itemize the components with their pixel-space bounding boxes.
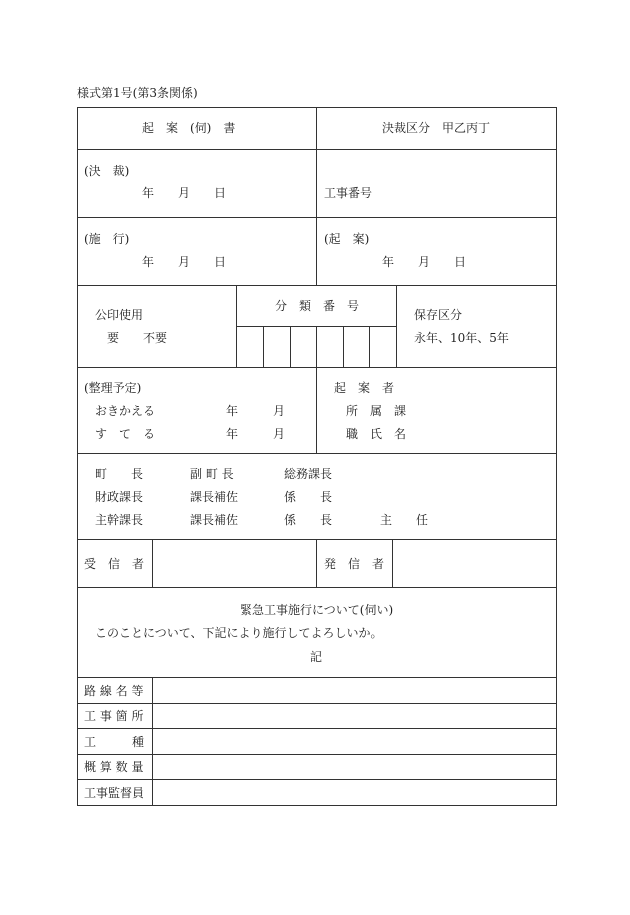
construction-number-label: 工事番号: [324, 186, 373, 200]
position-name-label: 職 氏 名: [346, 427, 407, 441]
classification-box-4[interactable]: [317, 327, 343, 367]
classification-box-1[interactable]: [237, 327, 263, 367]
replace-year: 年: [226, 404, 239, 418]
retention-label: 保存区分: [414, 308, 463, 322]
column-divider: [316, 367, 317, 453]
table-border-right: [556, 107, 557, 805]
enforcement-date: 年 月 日: [142, 255, 227, 269]
approver-deputy-mayor: 副 町 長: [190, 467, 234, 481]
do-label: す て る: [95, 427, 156, 441]
approver-finance-chief: 財政課長: [95, 490, 144, 504]
row-divider: [77, 367, 557, 368]
column-divider: [316, 107, 317, 285]
construction-location-label: 工 事 箇 所: [84, 709, 144, 723]
table-border-left: [77, 107, 78, 805]
row-divider: [77, 587, 557, 588]
replace-label: おきかえる: [95, 404, 156, 418]
do-month: 月: [273, 427, 286, 441]
sender-label: 発 信 者: [324, 557, 385, 571]
subject-body: このことについて、下記により施行してよろしいか。: [95, 626, 383, 640]
table-border-bottom: [77, 805, 557, 806]
row-divider: [77, 149, 557, 150]
approver-assistant-chief-2: 課長補佐: [190, 513, 239, 527]
construction-location-field[interactable]: [153, 704, 556, 728]
route-name-field[interactable]: [153, 678, 556, 703]
approver-supervisor: 主 任: [380, 513, 429, 527]
construction-type-field[interactable]: [153, 729, 556, 754]
classification-box-2[interactable]: [264, 327, 290, 367]
construction-supervisor-label: 工事監督員: [84, 786, 145, 800]
column-divider: [396, 285, 397, 367]
approver-lead-chief: 主幹課長: [95, 513, 144, 527]
seal-label: 公印使用: [95, 308, 144, 322]
estimated-quantity-field[interactable]: [153, 755, 556, 779]
approver-mayor: 町 長: [95, 467, 144, 481]
retention-options: 永年、10年、5年: [414, 331, 509, 345]
route-name-label: 路 線 名 等: [84, 684, 144, 698]
form-number: 様式第1号(第3条関係): [77, 86, 198, 100]
replace-month: 月: [273, 404, 286, 418]
decision-label: (決 裁): [84, 164, 130, 178]
decision-date: 年 月 日: [142, 186, 227, 200]
recipient-field[interactable]: [153, 540, 316, 587]
table-border-top: [77, 107, 557, 108]
drafter-title: 起 案 者: [334, 381, 395, 395]
approver-general-affairs-chief: 総務課長: [284, 467, 333, 481]
approver-assistant-chief: 課長補佐: [190, 490, 239, 504]
approval-category: 決裁区分 甲乙丙丁: [382, 121, 491, 135]
do-year: 年: [226, 427, 239, 441]
approver-section-head-2: 係 長: [284, 513, 333, 527]
drafting-date: 年 月 日: [382, 255, 467, 269]
row-divider: [77, 453, 557, 454]
subject-title: 緊急工事施行について(伺い): [240, 603, 394, 617]
construction-supervisor-field[interactable]: [153, 780, 556, 805]
approver-section-head: 係 長: [284, 490, 333, 504]
drafting-label: (起 案): [324, 232, 370, 246]
sender-field[interactable]: [393, 540, 556, 587]
enforcement-label: (施 行): [84, 232, 130, 246]
recipient-label: 受 信 者: [84, 557, 145, 571]
classification-box-3[interactable]: [291, 327, 316, 367]
classification-box-6[interactable]: [370, 327, 396, 367]
construction-type-label: 工 種: [84, 735, 145, 749]
classification-number-label: 分 類 番 号: [275, 299, 360, 313]
subject-note: 記: [310, 650, 323, 664]
document-title: 起 案 (伺) 書: [142, 121, 236, 135]
department-label: 所 属 課: [346, 404, 407, 418]
classification-box-5[interactable]: [344, 327, 369, 367]
row-divider: [77, 217, 557, 218]
estimated-quantity-label: 概 算 数 量: [84, 760, 144, 774]
column-divider: [316, 539, 317, 587]
schedule-label: (整理予定): [84, 381, 142, 395]
seal-options: 要 不要: [107, 331, 168, 345]
row-divider: [77, 285, 557, 286]
